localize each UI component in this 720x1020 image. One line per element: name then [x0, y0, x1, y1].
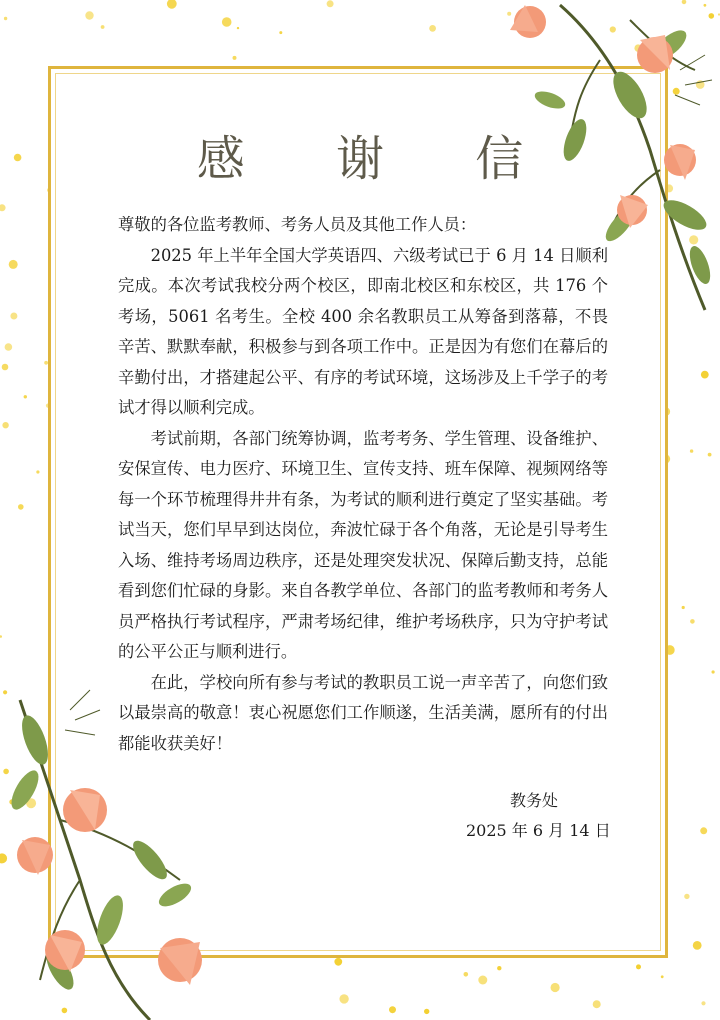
- yellow-dot: [2, 422, 8, 428]
- yellow-dot: [684, 894, 689, 899]
- page-title: 感 谢 信: [196, 131, 562, 187]
- yellow-dot: [339, 994, 348, 1003]
- yellow-dot: [36, 470, 39, 473]
- yellow-dot: [701, 1001, 705, 1005]
- yellow-dot: [334, 958, 342, 966]
- yellow-dot: [101, 25, 105, 29]
- yellow-dot: [24, 395, 27, 398]
- yellow-dot: [712, 670, 715, 673]
- salutation: 尊敬的各位监考教师、考务人员及其他工作人员：: [118, 215, 477, 234]
- yellow-dot: [0, 635, 2, 638]
- yellow-dot: [2, 364, 9, 371]
- letter-body: [118, 210, 608, 759]
- yellow-dot: [661, 975, 664, 978]
- signature-date: 2025 年 6 月 14 日: [466, 821, 611, 840]
- signature-department: 教务处: [510, 791, 559, 810]
- yellow-dot: [708, 453, 712, 457]
- yellow-dot: [237, 27, 239, 29]
- yellow-dot: [10, 313, 17, 320]
- yellow-dot: [690, 619, 695, 624]
- yellow-dot: [478, 976, 487, 985]
- yellow-dot: [636, 964, 641, 969]
- yellow-dot: [424, 1009, 429, 1014]
- yellow-dot: [701, 371, 709, 379]
- paragraph-3: 在此，学校向所有参与考试的教职员工说一声辛苦了，向您们致以最崇高的敬意！衷心祝愿您们工作顺遂，生活美满，愿所有的付出都能收获美好！: [118, 672, 608, 753]
- yellow-dot: [279, 31, 282, 34]
- yellow-dot: [690, 449, 693, 452]
- yellow-dot: [167, 0, 177, 9]
- yellow-dot: [693, 941, 702, 950]
- yellow-dot: [464, 972, 469, 977]
- yellow-dot: [700, 827, 707, 834]
- yellow-dot: [551, 983, 560, 992]
- yellow-dot: [4, 17, 7, 20]
- yellow-dot: [497, 966, 501, 970]
- yellow-dot: [233, 56, 237, 60]
- yellow-dot: [9, 260, 18, 269]
- yellow-dot: [5, 343, 13, 351]
- yellow-dot: [222, 17, 232, 27]
- yellow-dot: [0, 204, 6, 211]
- yellow-dot: [327, 0, 334, 7]
- yellow-dot: [682, 606, 685, 609]
- yellow-dot: [85, 11, 93, 19]
- yellow-dot: [18, 504, 24, 510]
- yellow-dot: [389, 1006, 396, 1013]
- paragraph-1: 2025 年上半年全国大学英语四、六级考试已于 6 月 14 日顺利完成。本次考试我校分两个校区，即南北校区和东校区，共 176 个考场，5061 名考生。全校 400 余名教职员工从筹备到落幕，不畏辛苦、默默奉献，积极参与到各项工作中。正是因为有您们在幕后的辛勤付出，才搭建起公平、有序的考试环境，这场涉及上千学子的考试才得以顺利完成。: [118, 245, 608, 417]
- paragraph-2: 考试前期，各部门统筹协调，监考考务、学生管理、设备维护、安保宣传、电力医疗、环境卫生、宣传支持、班车保障、视频网络等每一个环节梳理得井井有条，为考试的顺利进行奠定了坚实基础。考试当天，您们早早到达岗位，奔波忙碌于各个角落，无论是引导考生入场、维持考场周边秩序，还是处理突发状况、保障后勤支持，总能看到您们忙碌的身影。来自各教学单位、各部门的监考教师和考务人员严格执行考试程序，严肃考场纪律，维护考场秩序，只为守护考试的公平公正与顺利进行。: [118, 428, 608, 661]
- yellow-dot: [593, 1000, 601, 1008]
- yellow-dot: [429, 25, 436, 32]
